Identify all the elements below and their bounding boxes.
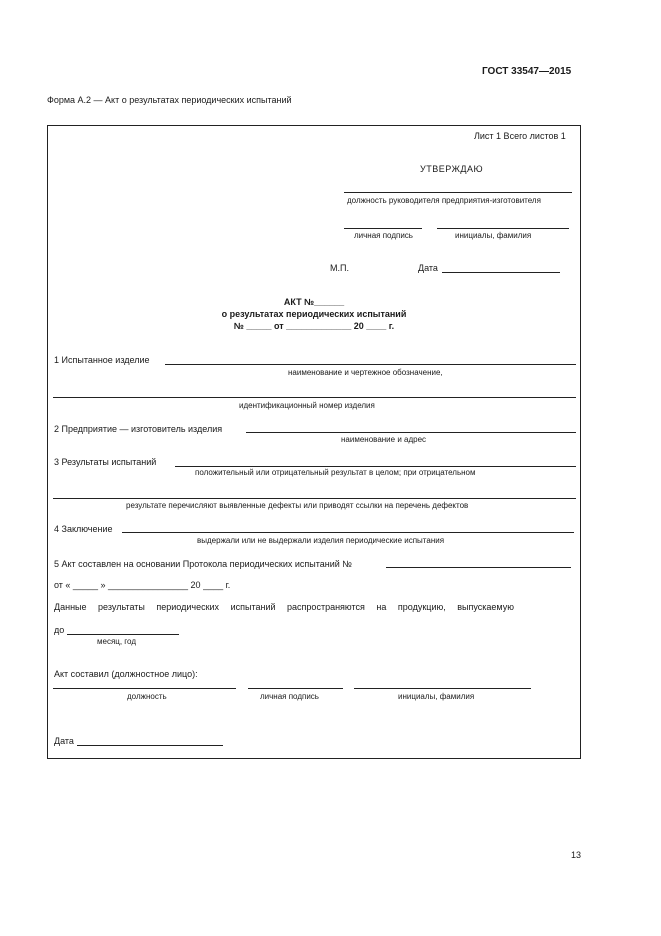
item4-label: 4 Заключение bbox=[54, 524, 113, 534]
item1-label: 1 Испытанное изделие bbox=[54, 355, 150, 365]
approve-date-label: Дата bbox=[418, 263, 438, 273]
distribution-word: на bbox=[376, 602, 387, 612]
compiled-date-label: Дата bbox=[54, 736, 74, 746]
compiled-position-line[interactable] bbox=[53, 688, 236, 689]
approver-signature-caption: личная подпись bbox=[354, 231, 413, 240]
stamp-label: М.П. bbox=[330, 263, 349, 273]
distribution-word: испытаний bbox=[230, 602, 276, 612]
distribution-text bbox=[54, 602, 514, 612]
act-subtitle: о результатах периодических испытаний bbox=[221, 309, 407, 319]
standard-number: ГОСТ 33547—2015 bbox=[482, 66, 572, 77]
approver-initials-caption: инициалы, фамилия bbox=[455, 231, 532, 240]
item3-label: 3 Результаты испытаний bbox=[54, 457, 157, 467]
act-date-line: № _____ от _____________ 20 ____ г. bbox=[233, 321, 395, 331]
item1b-line[interactable] bbox=[53, 397, 576, 398]
until-caption: месяц, год bbox=[97, 637, 136, 646]
item3b-caption: результате перечисляют выявленные дефекты или приводят ссылки на перечень дефектов bbox=[126, 501, 469, 510]
item4-caption: выдержали или не выдержали изделия периодические испытания bbox=[197, 536, 445, 545]
distribution-word: продукцию, bbox=[397, 602, 446, 612]
approver-initials-line[interactable] bbox=[437, 228, 569, 229]
compiled-date-line[interactable] bbox=[77, 745, 223, 746]
until-line[interactable] bbox=[67, 634, 179, 635]
item2-line[interactable] bbox=[246, 432, 576, 433]
compiled-signature-caption: личная подпись bbox=[260, 692, 319, 701]
item1b-caption: идентификационный номер изделия bbox=[239, 401, 375, 410]
page-number: 13 bbox=[571, 850, 582, 860]
act-number: АКТ №______ bbox=[283, 297, 345, 307]
until-label: до bbox=[54, 625, 65, 635]
item3-caption: положительный или отрицательный результат в целом; при отрицательном bbox=[195, 468, 476, 477]
distribution-word: периодических bbox=[156, 602, 220, 612]
item5-protocol-line[interactable] bbox=[386, 567, 571, 568]
item4-line[interactable] bbox=[122, 532, 574, 533]
distribution-word: Данные bbox=[54, 602, 87, 612]
item5-date-text: от « _____ » ________________ 20 ____ г. bbox=[54, 580, 231, 590]
compiled-initials-caption: инициалы, фамилия bbox=[398, 692, 475, 701]
item1-caption: наименование и чертежное обозначение, bbox=[288, 368, 443, 377]
sheet-count: Лист 1 Всего листов 1 bbox=[474, 131, 566, 141]
distribution-word: выпускаемую bbox=[457, 602, 514, 612]
item2-label: 2 Предприятие — изготовитель изделия bbox=[54, 424, 223, 434]
compiled-initials-line[interactable] bbox=[354, 688, 531, 689]
item3-line[interactable] bbox=[175, 466, 576, 467]
item3b-line[interactable] bbox=[53, 498, 576, 499]
approve-date-line[interactable] bbox=[442, 272, 560, 273]
approve-title: УТВЕРЖДАЮ bbox=[420, 164, 484, 174]
compiled-label: Акт составил (должностное лицо): bbox=[54, 669, 198, 679]
approver-position-caption: должность руководителя предприятия-изготовителя bbox=[347, 196, 541, 205]
compiled-signature-line[interactable] bbox=[248, 688, 343, 689]
form-frame bbox=[47, 125, 581, 759]
item5-label: 5 Акт составлен на основании Протокола периодических испытаний № bbox=[54, 559, 352, 569]
approver-position-line[interactable] bbox=[344, 192, 572, 193]
compiled-position-caption: должность bbox=[127, 692, 167, 701]
item2-caption: наименование и адрес bbox=[341, 435, 427, 444]
distribution-word: распространяются bbox=[287, 602, 365, 612]
approver-signature-line[interactable] bbox=[344, 228, 422, 229]
item1-line[interactable] bbox=[165, 364, 576, 365]
distribution-word: результаты bbox=[98, 602, 145, 612]
form-title: Форма А.2 — Акт о результатах периодических испытаний bbox=[47, 95, 292, 105]
